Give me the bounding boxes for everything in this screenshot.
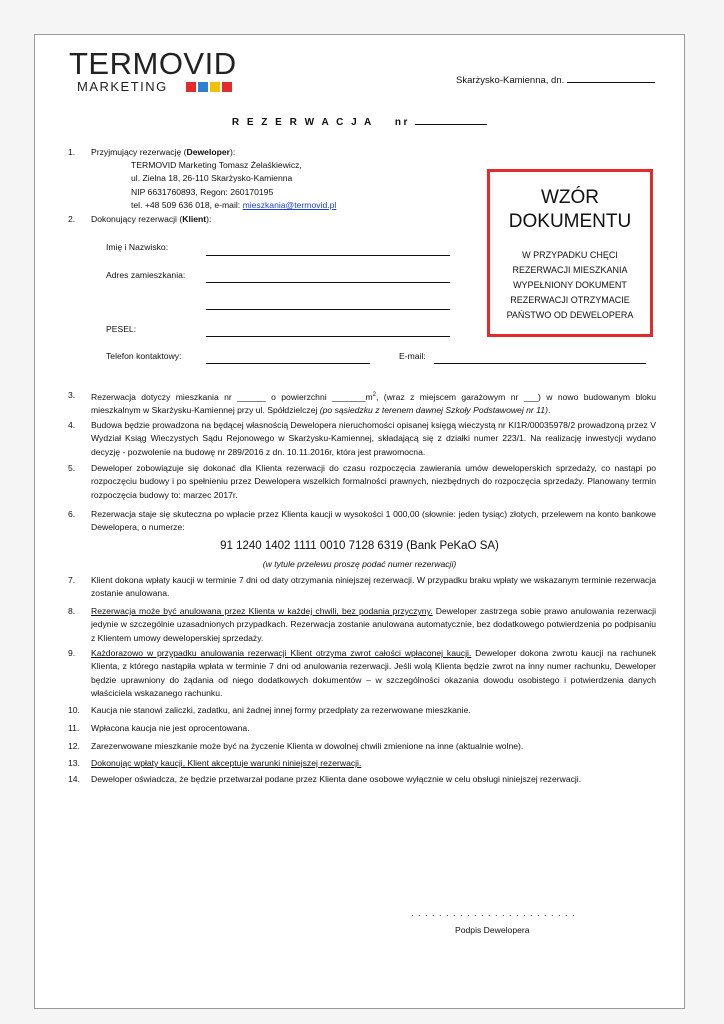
- logo-square-red-2: [222, 82, 232, 92]
- item-number: 14.: [68, 774, 80, 784]
- stamp-title-1: WZÓR: [540, 187, 600, 208]
- item-number: 4.: [68, 420, 76, 430]
- pesel-label: PESEL:: [106, 324, 137, 334]
- phone-label: Telefon kontaktowy:: [106, 351, 182, 361]
- sample-document-stamp: [487, 169, 653, 337]
- item-number: 1.: [68, 147, 76, 157]
- transfer-note: (w tytule przelewu proszę podać numer rezerwacji): [262, 559, 457, 569]
- developer-email-link[interactable]: mieszkania@termovid.pl: [242, 200, 337, 211]
- item-number: 13.: [68, 758, 80, 768]
- logo-square-blue: [198, 82, 208, 92]
- phone-field[interactable]: [206, 354, 370, 364]
- email-label: E-mail:: [399, 351, 426, 361]
- item-11-text: Wpłacona kaucja nie jest oprocentowana.: [91, 723, 250, 733]
- email-field[interactable]: [434, 354, 646, 364]
- pesel-field[interactable]: [206, 327, 450, 337]
- address-field-2[interactable]: [206, 300, 450, 310]
- item-number: 5.: [68, 463, 76, 473]
- item-number: 10.: [68, 705, 80, 715]
- item-9-text: Każdorazowo w przypadku anulowania rezerwacji Klient otrzyma zwrot całości wpłaconej kaucji. Deweloper dokona zwrotu kaucji na rachunek Klienta, z którego nastąpiła wpłata w terminie 7 dni od anulowania rezerwacji. Jeśli wolą Klienta będzie zwrot na inny numer rachunku, Deweloper będzie uprawniony do żądania od niego dodatkowych dokumentów – w szczególności okazania dowodu osobistego i potwierdzenia danych właściciela wskazanego rachunku.: [91, 648, 656, 699]
- signature-label: Podpis Dewelopera: [455, 925, 530, 935]
- item-number: 6.: [68, 509, 76, 519]
- name-label: Imię i Nazwisko:: [106, 242, 169, 252]
- item-4-text: Budowa będzie prowadzona na będącej własnością Dewelopera nieruchomości opisanej księgą wieczystą nr KI1R/00035978/2 prowadzoną przez V Wydział Ksiąg Wieczystych Sądu Rejonowego w Skarżysku-Kamiennej, składającą się z działki numer 223/1. Na realizację inwestycji wydano decyzję - pozwolenie na budowę nr 289/2016 z dn. 10.11.2016r, która jest prawomocna.: [91, 420, 656, 457]
- item-3-text: Rezerwacja dotyczy mieszkania nr ______ o powierzchni $\_\_\_\_\_\_\_m^2$, (wraz z miejscem garażowym nr ___) w nowo budowanym bloku mieszkalnym w Skarżysku-Kamiennej przy ul. Spółdzielczej (po sąsiedzku z terenem dawnej Szkoły Podstawowej nr 11).: [91, 391, 656, 416]
- document-heading: R E Z E R W A C J A nr: [35, 115, 684, 128]
- developer-details: TERMOVID Marketing Tomasz Żelaśkiewicz, ul. Zielna 18, 26-110 Skarżysko-Kamienna NIP 6631760893, Regon: 260170195 tel. +48 509 636 018, e-mail: mieszkania@termovid.pl: [131, 160, 337, 211]
- item-6-text: Rezerwacja staje się skuteczna po wpłacie przez Klienta kaucji w wysokości 1 000,00 (słownie: jeden tysiąc) złotych, przelewem na konto bankowe Dewelopera, o numerze:: [91, 509, 656, 533]
- logo-subtitle: MARKETING: [77, 79, 168, 94]
- item-7-text: Klient dokona wpłaty kaucji w terminie 7 dni od daty otrzymania niniejszej rezerwacji. W przypadku braku wpłaty we wskazanym terminie rezerwacja zostanie anulowana.: [91, 575, 656, 599]
- signature-line[interactable]: . . . . . . . . . . . . . . . . . . . . . . . .: [411, 908, 576, 918]
- item-number: 11.: [68, 723, 80, 733]
- item-number: 9.: [68, 648, 76, 658]
- item-number: 8.: [68, 606, 76, 616]
- item-5-text: Deweloper zobowiązuje się dokonać dla Klienta rezerwacji do czasu rozpoczęcia zawierania umów deweloperskich sprzedaży, co nastąpi po rozpoczęciu budowy i po spełnieniu przez Dewelopera wszelkich formalności prawnych, niezbędnych do rozpoczęcia sprzedaży. Planowany termin rozpoczęcia budowy to: marzec 2017r.: [91, 463, 656, 500]
- item-number: 3.: [68, 390, 76, 400]
- logo-title: TERMOVID: [69, 46, 237, 81]
- developer-header: Przyjmujący rezerwację (Deweloper):: [91, 147, 236, 157]
- bank-account-number: 91 1240 1402 1111 0010 7128 6319 (Bank PeKaO SA): [220, 540, 499, 552]
- document-page: [34, 34, 685, 1009]
- stamp-title-2: DOKUMENTU: [508, 211, 632, 232]
- item-13-text: Dokonując wpłaty kaucji, Klient akceptuje warunki niniejszej rezerwacji.: [91, 758, 362, 768]
- item-10-text: Kaucja nie stanowi zaliczki, zadatku, ani żadnej innej formy przedpłaty za rezerwowane mieszkanie.: [91, 705, 471, 715]
- place-date: Skarżysko-Kamienna, dn.: [456, 73, 655, 86]
- item-12-text: Zarezerwowane mieszkanie może być na życzenie Klienta w dowolnej chwili zmienione na inne (aktualnie wolne).: [91, 741, 524, 751]
- stamp-text: W PRZYPADKU CHĘCI REZERWACJI MIESZKANIA WYPEŁNIONY DOKUMENT REZERWACJI OTRZYMACIE PAŃSTWO OD DEWELOPERA: [506, 250, 634, 320]
- name-field[interactable]: [206, 246, 450, 256]
- item-14-text: Deweloper oświadcza, że będzie przetwarzał podane przez Klienta dane osobowe wyłącznie w celu obsługi niniejszej rezerwacji.: [91, 774, 582, 784]
- client-header: Dokonujący rezerwacji (Klient):: [91, 214, 212, 224]
- address-label: Adres zamieszkania:: [106, 270, 186, 280]
- logo-square-yellow: [210, 82, 220, 92]
- address-field[interactable]: [206, 273, 450, 283]
- item-8-text: Rezerwacja może być anulowana przez Klienta w każdej chwili, bez podania przyczyny. Deweloper zastrzega sobie prawo anulowania rezerwacji jedynie w szczególnie uzasadnionych przypadkach. Rezerwacja zostanie anulowana automatycznie, bez dodatkowego potwierdzenia po podpisaniu z Klientem umowy deweloperskiej sprzedaży.: [91, 606, 656, 643]
- item-number: 7.: [68, 575, 76, 585]
- logo-square-red: [186, 82, 196, 92]
- item-number: 2.: [68, 214, 76, 224]
- item-number: 12.: [68, 741, 80, 751]
